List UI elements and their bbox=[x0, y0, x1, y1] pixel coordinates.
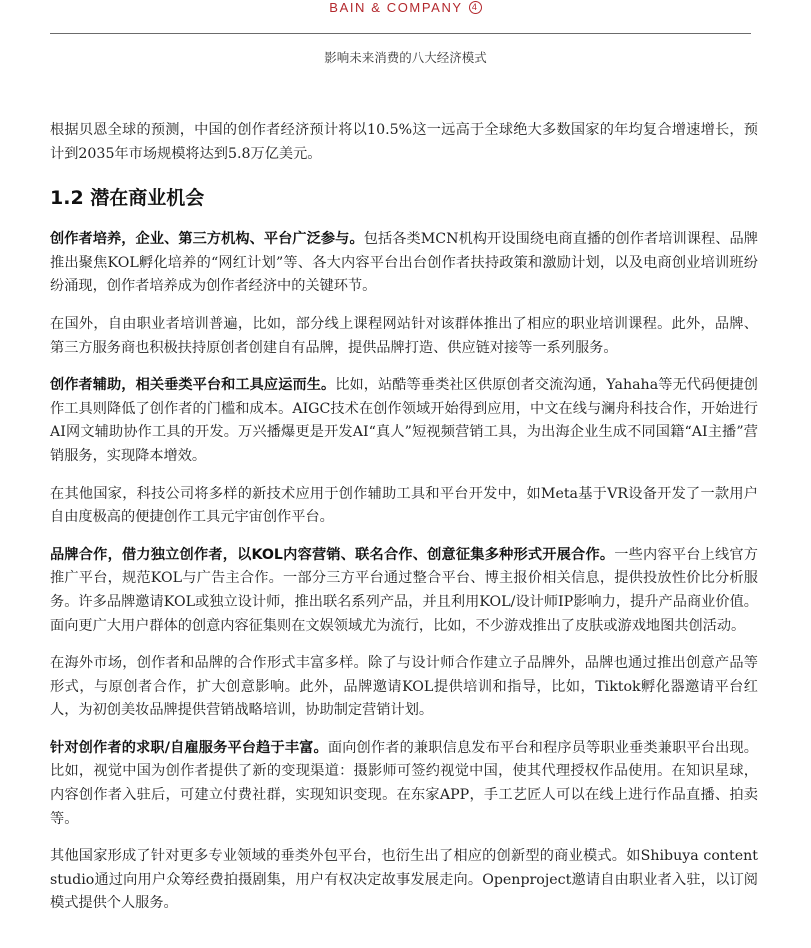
paragraph-body: 包括各类MCN机构开设围绕电商直播的创作者培训课程、品牌推出聚焦KOL孵化培养的“网红计划”等、各大内容平台出台创作者扶持政策和激励计划，以及电商创业培训班纷纷涌现，创作者培养成为创作者经济中的关键环节。 bbox=[50, 231, 758, 295]
paragraph-body: 在海外市场，创作者和品牌的合作形式丰富多样。除了与设计师合作建立子品牌外，品牌也通过推出创意产品等形式，与原创者合作，扩大创意影响。此外，品牌邀请KOL提供培训和指导，比如，Tiktok孵化器邀请平台红人，为初创美妆品牌提供营销战略培训，协助制定营销计划。 bbox=[50, 655, 758, 719]
paragraph-overseas-training bbox=[50, 313, 758, 360]
paragraph-body: 面向创作者的兼职信息发布平台和程序员等职业垂类兼职平台出现。比如，视觉中国为创作者提供了新的变现渠道：摄影师可签约视觉中国，使其代理授权作品使用。在知识星球，内容创作者入驻后，可建立付费社群，实现知识变现。在东家APP，手工艺匠人可以在线上进行作品直播、拍卖等。 bbox=[50, 739, 758, 827]
paragraph-body: 在国外，自由职业者培训普遍，比如，部分线上课程网站针对该群体推出了相应的职业培训课程。此外，品牌、第三方服务商也积极扶持原创者创建自有品牌，提供品牌打造、供应链对接等一系列服务。 bbox=[50, 315, 758, 356]
paragraph-job-platforms bbox=[50, 737, 758, 831]
header-divider bbox=[50, 33, 751, 34]
document-body bbox=[50, 119, 758, 930]
paragraph-lead: 创作者培养，企业、第三方机构、平台广泛参与。 bbox=[50, 231, 364, 248]
paragraph-body: 其他国家形成了针对更多专业领域的垂类外包平台，也衍生出了相应的创新型的商业模式。如Shibuya content studio通过向用户众筹经费拍摄剧集，用户有权决定故事发展走向。Openproject邀请自由职业者入驻，以订阅模式提供个人服务。 bbox=[50, 848, 758, 912]
paragraph-creator-tools bbox=[50, 374, 758, 468]
paragraph-body: 比如，站酷等垂类社区供原创者交流沟通，Yahaha等无代码便捷创作工具则降低了创作者的门槛和成本。AIGC技术在创作领域开始得到应用，中文在线与澜舟科技合作，开始进行AI网文辅助协作工具的开发。万兴播爆更是开发AI“真人”短视频营销工具，为出海企业生成不同国籍“AI主播”营销服务，实现降本增效。 bbox=[50, 377, 758, 464]
paragraph-body: 一些内容平台上线官方推广平台，规范KOL与广告主合作。一部分三方平台通过整合平台、博主报价相关信息，提供投放性价比分析服务。许多品牌邀请KOL或独立设计师，推出联名系列产品，并且利用KOL/设计师IP影响力，提升产品商业价值。面向更广大用户群体的创意内容征集则在文娱领域尤为流行，比如，不少游戏推出了皮肤或游戏地图共创活动。 bbox=[50, 546, 758, 634]
paragraph-lead: 创作者辅助，相关垂类平台和工具应运而生。 bbox=[50, 377, 336, 394]
brand-mark-icon: 4 bbox=[469, 1, 482, 14]
paragraph-lead: 针对创作者的求职/自雇服务平台趋于丰富。 bbox=[50, 739, 328, 756]
brand-bar bbox=[0, 0, 811, 20]
paragraph-talent-cultivation bbox=[50, 228, 758, 299]
paragraph-overseas-collaboration bbox=[50, 652, 758, 723]
paragraph-lead: 品牌合作，借力独立创作者，以KOL内容营销、联名合作、创意征集多种形式开展合作。 bbox=[50, 546, 615, 563]
section-heading: 1.2 潜在商业机会 bbox=[50, 187, 205, 210]
document-title: 影响未来消费的八大经济模式 bbox=[324, 50, 487, 65]
paragraph-overseas-tools bbox=[50, 483, 758, 530]
paragraph-body: 在其他国家，科技公司将多样的新技术应用于创作辅助工具和平台开发中，如Meta基于VR设备开发了一款用户自由度极高的便捷创作工具元宇宙创作平台。 bbox=[50, 485, 758, 526]
brand-name: BAIN & COMPANY bbox=[329, 0, 463, 15]
brand-logo bbox=[329, 0, 481, 15]
paragraph-overseas-outsourcing bbox=[50, 845, 758, 916]
intro-paragraph: 根据贝恩全球的预测，中国的创作者经济预计将以10.5%这一远高于全球绝大多数国家的年均复合增速增长，预计到2035年市场规模将达到5.8万亿美元。 bbox=[50, 122, 758, 162]
paragraph-brand-collaboration bbox=[50, 544, 758, 638]
